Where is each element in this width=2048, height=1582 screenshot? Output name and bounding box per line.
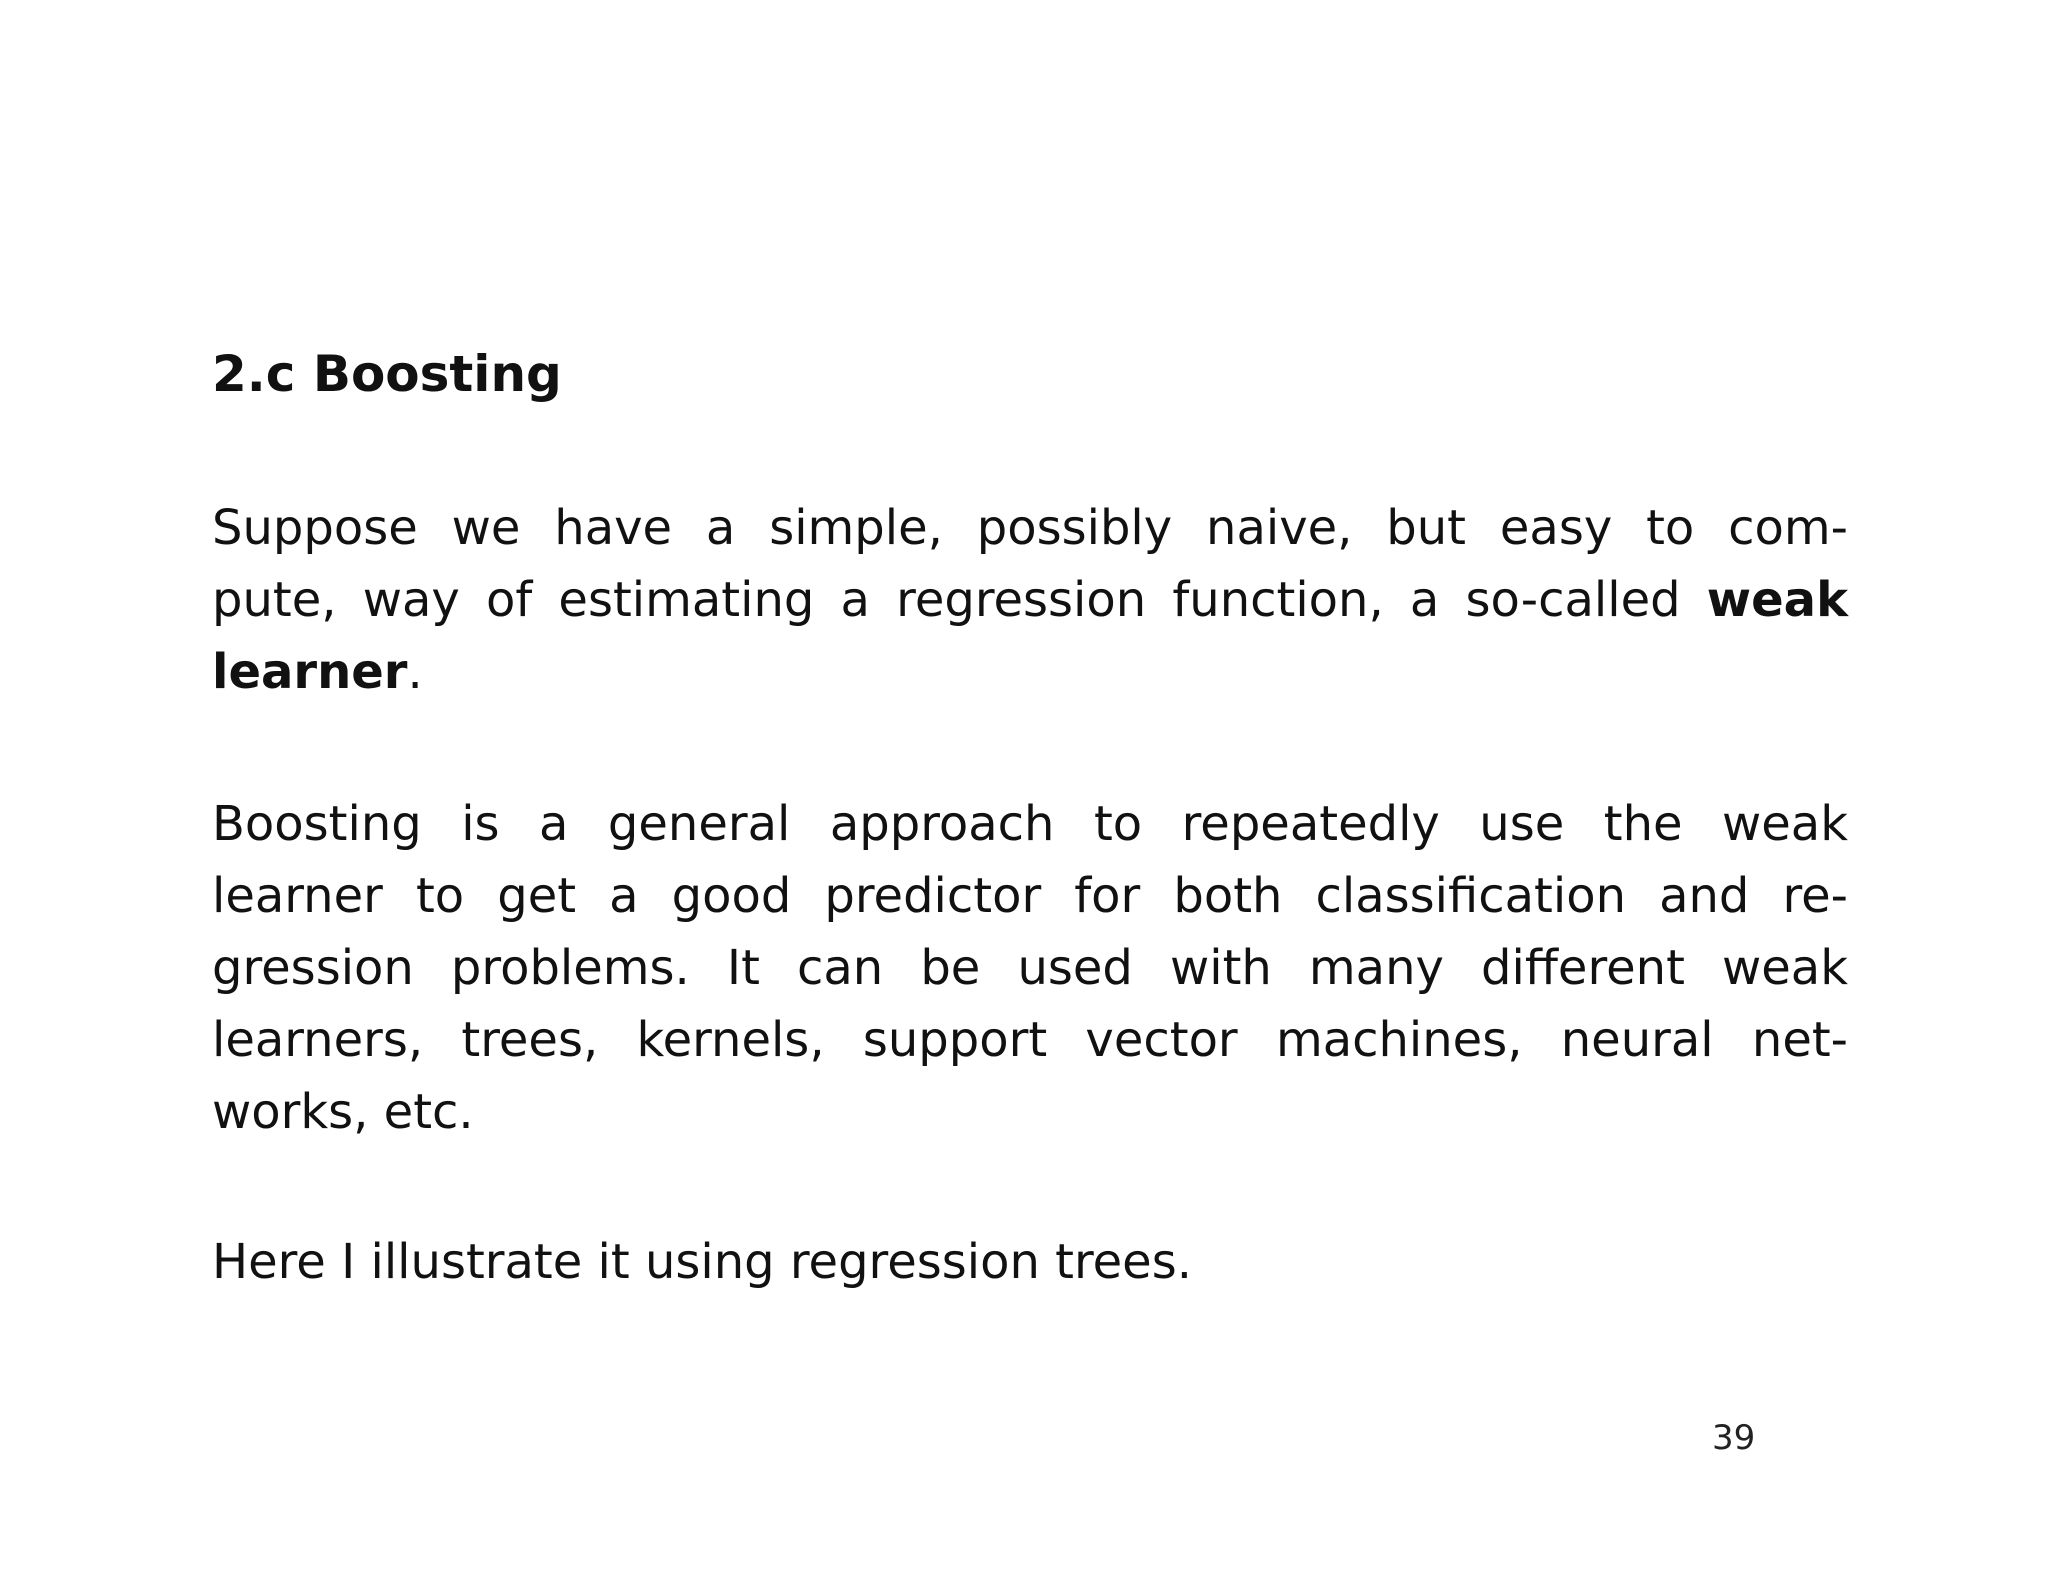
paragraph-line (212, 564, 1848, 636)
paragraph-line: works, etc. (212, 1084, 474, 1140)
paragraph-line: learner to get a good predictor for both classification and re- (212, 868, 1848, 924)
paragraph-line (212, 636, 1848, 708)
paragraph-line: Here I illustrate it using regression trees. (212, 1234, 1192, 1290)
paragraph-line: gression problems. It can be used with many different weak (212, 940, 1848, 996)
paragraph-weak-learner (212, 492, 1848, 708)
section-heading: 2.c Boosting (212, 345, 562, 403)
paragraph-boosting-approach (212, 788, 1848, 1148)
term-learner: learner (212, 644, 408, 700)
paragraph-line: Suppose we have a simple, possibly naive, but easy to com- (212, 500, 1848, 556)
paragraph-line-text: pute, way of estimating a regression function, a so-called (212, 572, 1707, 628)
term-weak: weak (1706, 572, 1848, 628)
paragraph-line: Boosting is a general approach to repeatedly use the weak (212, 796, 1848, 852)
page-number: 39 (1712, 1418, 1756, 1458)
paragraph-illustration (212, 1226, 1848, 1298)
paragraph-line: learners, trees, kernels, support vector machines, neural net- (212, 1012, 1848, 1068)
paragraph-line-text: . (407, 644, 423, 700)
